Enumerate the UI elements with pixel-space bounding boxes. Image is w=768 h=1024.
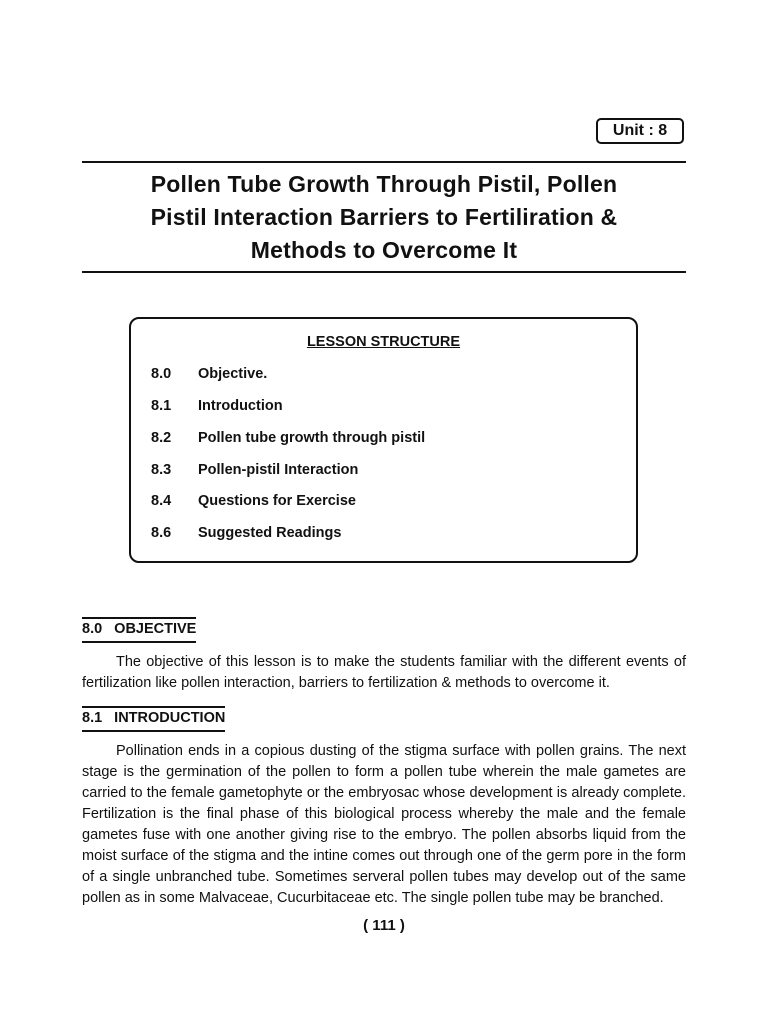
title-top-rule [82, 161, 686, 163]
lesson-item-questions [151, 493, 356, 509]
introduction-text: Pollination ends in a copious dusting of the stigma surface with pollen grains. The next stage is the germination of the pollen to form a pollen tube wherein the male gametes are carried to the female gametophyte or the embryosac whose development is already complete. Fertilization is the final phase of this biological process whereby the male and the female gametes fuse with one another giving rise to the embryo. The pollen absorbs liquid from the moist surface of the stigma and the intine comes out through one of the germ pore in the form of a single unbranched tube. Sometimes serveral pollen tubes may develop out of the same pollen as in some Malvaceae, Cucurbitaceae etc. The single pollen tube may be branched. [82, 743, 686, 906]
section-heading-introduction [82, 706, 225, 732]
section-title: INTRODUCTION [114, 710, 226, 726]
lesson-item-number: 8.1 [151, 398, 172, 414]
lesson-item-label: Pollen tube growth through pistil [198, 430, 426, 446]
page-number: ( 111 ) [363, 917, 405, 934]
unit-badge: Unit : 8 [596, 118, 684, 144]
lesson-item-label: Objective. [198, 366, 268, 382]
title-line-1: Pollen Tube Growth Through Pistil, Pollen [150, 171, 618, 197]
lesson-item-number: 8.0 [151, 366, 172, 382]
lesson-item-label: Questions for Exercise [198, 493, 356, 509]
section-title: OBJECTIVE [114, 621, 197, 637]
lesson-item-number: 8.2 [151, 430, 172, 446]
section-number: 8.0 [82, 621, 103, 637]
lesson-item-pollen-tube-growth [151, 430, 425, 446]
lesson-structure-box [129, 317, 638, 563]
lesson-item-introduction [151, 398, 283, 414]
section-number: 8.1 [82, 710, 103, 726]
lesson-item-objective [151, 366, 267, 382]
title-line-2: Pistil Interaction Barriers to Fertiliration & [150, 204, 618, 230]
title-bottom-rule [82, 271, 686, 273]
lesson-item-number: 8.4 [151, 493, 172, 509]
section-heading-objective [82, 617, 196, 643]
lesson-item-number: 8.3 [151, 462, 172, 478]
lesson-item-label: Introduction [198, 398, 283, 414]
lesson-item-suggested-readings [151, 525, 341, 541]
lesson-item-label: Suggested Readings [198, 525, 342, 541]
lesson-item-label: Pollen-pistil Interaction [198, 462, 359, 478]
lesson-item-number: 8.6 [151, 525, 172, 541]
lesson-item-pollen-pistil-interaction [151, 462, 358, 478]
title-line-3: Methods to Overcome It [250, 237, 518, 263]
page-title [82, 168, 686, 267]
objective-paragraph [82, 652, 686, 694]
lesson-structure-heading: LESSON STRUCTURE [306, 334, 461, 350]
introduction-paragraph [82, 741, 686, 909]
objective-text: The objective of this lesson is to make the students familiar with the different events of fertilization like pollen interaction, barriers to fertilization & methods to overcome it. [82, 654, 686, 691]
